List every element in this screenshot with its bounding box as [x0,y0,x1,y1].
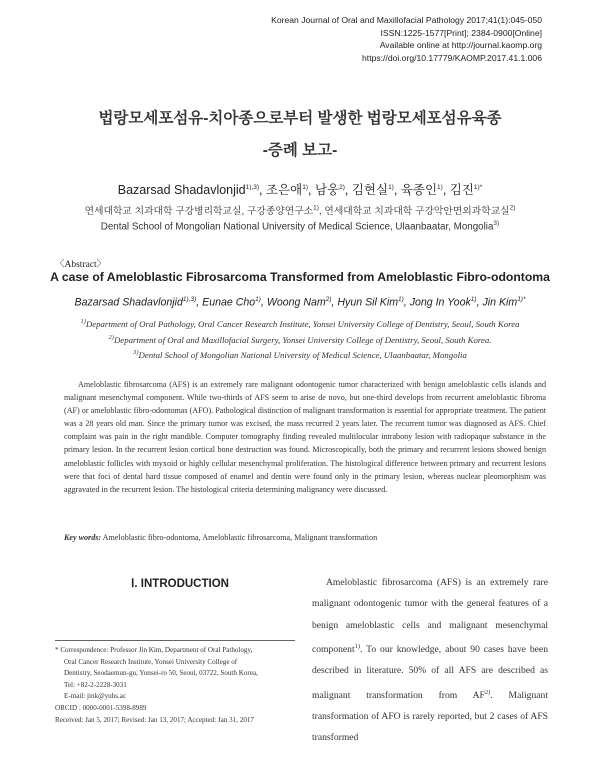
author-affil-sup: 2) [325,296,332,303]
affiliation-sup: 3) [493,220,500,227]
author-name: 남웅 [314,183,340,197]
journal-issn: ISSN:1225-1577[Print]; 2384-0900[Online] [380,27,542,38]
affiliation-sup: 2) [509,204,516,212]
keywords-label: Key words: [64,533,102,542]
keywords-text: Ameloblastic fibro-odontoma, Ameloblastic fibrosarcoma, Malignant transformation [101,533,378,542]
affiliation-text: 연세대학교 치과대학 구강병리학교실, 구강종양연구소 [84,206,314,217]
correspondence-line: * Correspondence: Professor Jin Kim, Department of Oral Pathology, [55,646,253,654]
footnote-divider [55,640,295,641]
author-name: 육종인 [400,183,438,197]
correspondence-line: Dentistry, Seodaemun-gu, Yonsei-ro 50, Seoul, 03722, South Korea, [64,669,258,678]
section-heading: Ⅰ. INTRODUCTION [131,578,229,590]
affiliation-text: Dental School of Mongolian National University of Medical Science, Ulaanbaatar, Mongolia [100,221,494,233]
journal-citation: Korean Journal of Oral and Maxillofacial Pathology 2017;41(1):045-050 [271,15,542,25]
author-affil-sup: 1) [255,296,261,303]
journal-doi: https://doi.org/10.17779/KAOMP.2017.41.1.006 [362,52,542,63]
body-text: . Malignant transformation of AFO is rarely reported, but 2 cases of AFS transformed [312,689,548,744]
author-affil-sup: 2) [339,183,345,191]
author-affil-sup: 1) [437,183,443,191]
korean-subtitle: -증례 보고- [262,142,338,159]
affiliation-sup: 1) [80,318,86,325]
affiliation-text: Department of Oral Pathology, Oral Cancer Research Institute, Yonsei University College of Dentistry, Seoul, South Korea [85,318,520,329]
abstract-label: 〈Abstract〉 [55,260,107,270]
reference-sup: 1) [354,642,361,650]
author-name: Bazarsad Shadavlonjid [117,183,246,197]
english-affiliation-1 [40,318,560,329]
author-affil-sup: 1) [470,296,477,303]
author-name: Jong In Yook [409,296,471,309]
reference-sup: 2) [484,688,491,696]
affiliation-sup: 3) [133,349,139,356]
affiliation-text: Department of Oral and Maxillofacial Surgery, Yonsei University College of Dentistry, Seoul, South Korea. [113,334,492,345]
author-affil-sup: 1) [302,183,308,191]
author-name: 조은애 [265,183,303,197]
author-affil-sup: 1)* [473,183,483,191]
correspondence-line: Oral Cancer Research Institute, Yonsei University College of [64,657,238,666]
affiliation-text: 연세대학교 치과대학 구강악안면외과학교실 [324,206,510,217]
author-affil-sup: 1) [388,183,394,191]
author-name: Hyun Sil Kim [337,296,399,309]
author-name: 김현실 [351,183,389,197]
journal-header [271,14,542,64]
author-name: Bazarsad Shadavlonjid [74,296,183,309]
correspondence-footnote [55,645,300,726]
keywords [64,533,377,542]
korean-title: 법랑모세포섬유-치아종으로부터 발생한 법랑모세포섬유육종 [98,110,502,127]
english-title: A case of Ameloblastic Fibrosarcoma Transformed from Ameloblastic Fibro-odontoma [50,270,550,284]
korean-affiliation: 연세대학교 치과대학 구강병리학교실, 구강종양연구소$^{1)}$, 연세대학교 치과대학 구강악안면외과학교실$^{2)}$ [84,204,516,217]
author-affil-sup: 1) [398,296,404,303]
author-affil-sup: 1)* [517,296,526,303]
introduction-paragraph [312,572,548,749]
affiliation-sup: 2) [108,334,114,341]
korean-author-list: Bazarsad Shadavlonjid$^{1),3)}$, 조은애$^{1)}$, 남웅$^{2)}$, 김현실$^{1)}$, 육종인$^{1)}$, 김진$^{1)*}$ [117,183,483,197]
english-affiliation-2 [40,334,560,345]
affiliation-text: Dental School of Mongolian National University of Medical Science, Ulaanbaatar, Mongolia [138,349,467,360]
author-name: 김진 [449,183,474,197]
body-text: . To our knowledge, about 90 cases have been described in literature. 50% of all AFS are described as malignant transformation from AF [312,644,548,701]
telephone: Tel: +82-2-2228-3031 [64,680,127,689]
journal-url: Available online at http://journal.kaomp.org [379,40,542,51]
english-author-list: Bazarsad Shadavlonjid$^{1),3)}$, Eunae Cho$^{1)}$, Woong Nam$^{2)}$, Hyun Sil Kim$^{1)}$, Jong In Yook$^{1)}$, Jin Kim$^{1)*}$ [74,296,526,309]
email: E-mail: jink@yuhs.ac [64,692,127,701]
author-name: Jin Kim [482,296,518,309]
abstract-body: Ameloblastic fibrosarcoma (AFS) is an extremely rare malignant odontogenic tumor characterized with benign ameloblastic cells islands and malignant mesenchymal component. While two-thirds of AFS seem to arise de novo, but one-third develops from recurrent ameloblastic fibroma (AF) or ameloblastic fibro-odontomas (AFO). Pathological distinction of malignant transformation is essential for appropriate treatment. The patient was a 28 years old man. Since the primary tumor was excised, the mass recurred 2 years later. The recurrent tumor was diagnosed as AFS. Chief complaint was pain in the right mandible. Computer tomography finding revealed multilocular intrabony lesion with radiopaque substance in the primary lesion. In the recurrent lesion cortical bone destruction was found. Microscopically, both the primary and recurrent lesions showed benign ameloblastic follicles with myxoid or highly cellular mesenchymal proliferation. The histological difference between primary and recurrent lesions were that foci of dental hard tissue composed of enamel and dentin were found only in the primary lesion, whereas nuclear pleomorphism was aggravated in the recurrent lesion. The histological criteria determining malignancy were discussed. [64,380,546,494]
affiliation-sup: 1) [313,204,319,212]
author-affil-sup: 1),3) [245,183,260,191]
author-name: Woong Nam [266,296,326,309]
body-text: Ameloblastic fibrosarcoma (AFS) is an extremely rare malignant odontogenic tumor with the general features of a benign ameloblastic cells and malignant mesenchymal component [312,577,548,656]
mongolia-affiliation [0,220,600,232]
orcid: ORCID : 0000-0001-5398-8989 [55,703,147,712]
author-name: Eunae Cho [202,296,256,309]
author-affil-sup: 1),3) [182,296,197,303]
received-dates: Received: Jan 5, 2017; Revised: Jan 13, 2017; Accepted: Jan 31, 2017 [55,715,254,724]
english-affiliation-3 [40,349,560,360]
